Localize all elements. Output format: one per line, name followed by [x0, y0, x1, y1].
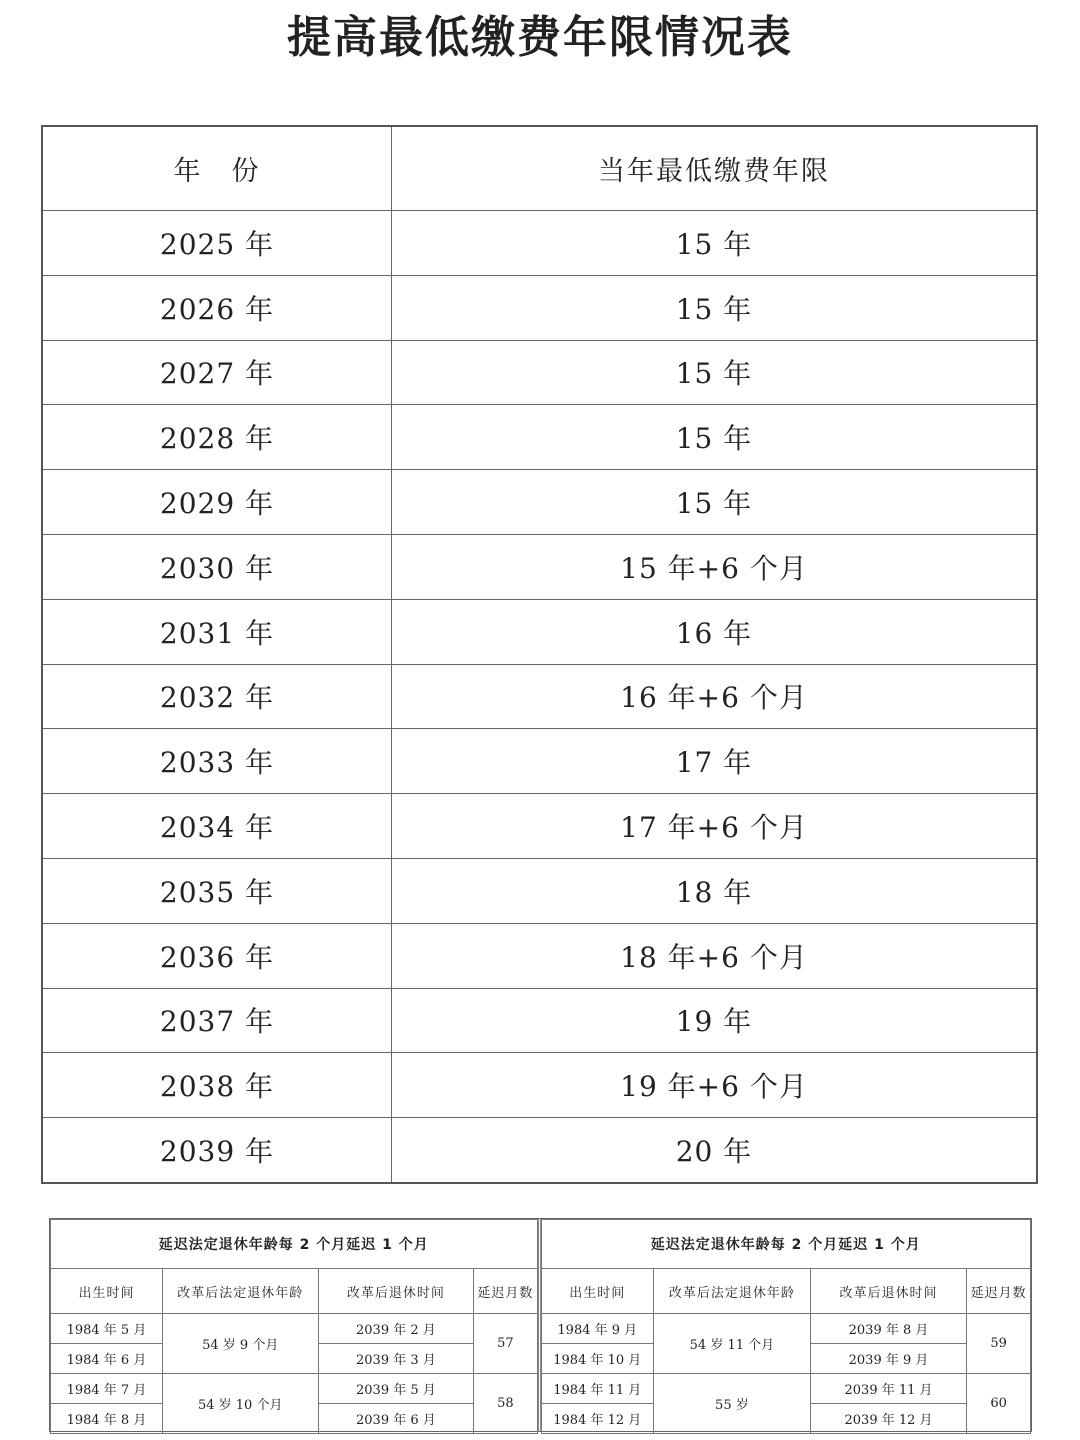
birth-time-cell: 1984 年 5 月 — [51, 1314, 163, 1344]
table-row — [42, 794, 1037, 859]
table-row — [42, 664, 1037, 729]
retire-age-cell: 54 岁 10 个月 — [162, 1374, 318, 1434]
birth-time-cell: 1984 年 9 月 — [541, 1314, 654, 1344]
birth-time-cell: 1984 年 7 月 — [51, 1374, 163, 1404]
retire-age-cell: 54 岁 9 个月 — [162, 1314, 318, 1374]
sub-table-caption: 延迟法定退休年龄每 2 个月延迟 1 个月 — [541, 1220, 1031, 1269]
min-years-cell: 16 年+6 个月 — [392, 664, 1038, 729]
header-retire-age: 改革后法定退休年龄 — [162, 1269, 318, 1314]
year-cell: 2039 年 — [42, 1118, 392, 1183]
sub-table-caption: 延迟法定退休年龄每 2 个月延迟 1 个月 — [51, 1220, 538, 1269]
header-delay-months: 延迟月数 — [474, 1269, 537, 1314]
delay-months-cell: 57 — [474, 1314, 537, 1374]
min-years-cell: 19 年 — [392, 988, 1038, 1053]
table-row — [541, 1374, 1031, 1404]
min-years-cell: 15 年 — [392, 211, 1038, 276]
min-years-cell: 19 年+6 个月 — [392, 1053, 1038, 1118]
year-cell: 2038 年 — [42, 1053, 392, 1118]
sub-table — [541, 1219, 1032, 1434]
retirement-delay-left-table — [50, 1219, 541, 1431]
year-cell: 2032 年 — [42, 664, 392, 729]
min-years-cell: 16 年 — [392, 599, 1038, 664]
table-row — [42, 729, 1037, 794]
retire-age-cell: 54 岁 11 个月 — [654, 1314, 811, 1374]
table-row — [42, 534, 1037, 599]
min-years-cell: 18 年 — [392, 858, 1038, 923]
retire-time-cell: 2039 年 5 月 — [318, 1374, 474, 1404]
table-row — [51, 1314, 538, 1344]
birth-time-cell: 1984 年 12 月 — [541, 1404, 654, 1434]
table-row — [42, 340, 1037, 405]
header-retire-time: 改革后退休时间 — [318, 1269, 474, 1314]
table-row — [42, 275, 1037, 340]
delay-months-cell: 60 — [967, 1374, 1031, 1434]
table-row — [42, 405, 1037, 470]
retire-age-cell: 55 岁 — [654, 1374, 811, 1434]
table-row — [42, 1118, 1037, 1183]
min-years-cell: 15 年 — [392, 340, 1038, 405]
table-row — [42, 988, 1037, 1053]
year-cell: 2025 年 — [42, 211, 392, 276]
min-years-cell: 15 年+6 个月 — [392, 534, 1038, 599]
header-birth-time: 出生时间 — [541, 1269, 654, 1314]
retire-time-cell: 2039 年 8 月 — [810, 1314, 967, 1344]
min-years-cell: 17 年 — [392, 729, 1038, 794]
retire-time-cell: 2039 年 11 月 — [810, 1374, 967, 1404]
year-cell: 2033 年 — [42, 729, 392, 794]
min-years-cell: 15 年 — [392, 470, 1038, 535]
retire-time-cell: 2039 年 9 月 — [810, 1344, 967, 1374]
table-row — [42, 470, 1037, 535]
year-cell: 2030 年 — [42, 534, 392, 599]
table-row — [42, 1053, 1037, 1118]
year-cell: 2034 年 — [42, 794, 392, 859]
table-row — [42, 599, 1037, 664]
delay-months-cell: 58 — [474, 1374, 537, 1434]
retire-time-cell: 2039 年 12 月 — [810, 1404, 967, 1434]
header-min-years: 当年最低缴费年限 — [392, 126, 1038, 211]
year-cell: 2027 年 — [42, 340, 392, 405]
header-retire-age: 改革后法定退休年龄 — [654, 1269, 811, 1314]
year-cell: 2029 年 — [42, 470, 392, 535]
table-header-row — [42, 126, 1037, 211]
retire-time-cell: 2039 年 3 月 — [318, 1344, 474, 1374]
table-row — [42, 858, 1037, 923]
birth-time-cell: 1984 年 10 月 — [541, 1344, 654, 1374]
min-years-cell: 15 年 — [392, 275, 1038, 340]
minimum-contribution-table — [41, 125, 1038, 1184]
sub-table — [50, 1219, 538, 1434]
retirement-delay-table — [49, 1218, 1032, 1432]
delay-months-cell: 59 — [967, 1314, 1031, 1374]
min-years-cell: 20 年 — [392, 1118, 1038, 1183]
page-title: 提高最低缴费年限情况表 — [287, 12, 793, 63]
retire-time-cell: 2039 年 6 月 — [318, 1404, 474, 1434]
year-cell: 2035 年 — [42, 858, 392, 923]
table-row — [51, 1374, 538, 1404]
header-year: 年 份 — [42, 126, 392, 211]
year-cell: 2031 年 — [42, 599, 392, 664]
table-row — [42, 211, 1037, 276]
min-years-cell: 18 年+6 个月 — [392, 923, 1038, 988]
year-cell: 2026 年 — [42, 275, 392, 340]
year-cell: 2028 年 — [42, 405, 392, 470]
min-years-cell: 15 年 — [392, 405, 1038, 470]
min-years-cell: 17 年+6 个月 — [392, 794, 1038, 859]
header-birth-time: 出生时间 — [51, 1269, 163, 1314]
year-cell: 2037 年 — [42, 988, 392, 1053]
year-cell: 2036 年 — [42, 923, 392, 988]
table-row — [541, 1314, 1031, 1344]
table-row — [42, 923, 1037, 988]
birth-time-cell: 1984 年 6 月 — [51, 1344, 163, 1374]
birth-time-cell: 1984 年 11 月 — [541, 1374, 654, 1404]
header-delay-months: 延迟月数 — [967, 1269, 1031, 1314]
header-retire-time: 改革后退休时间 — [810, 1269, 967, 1314]
birth-time-cell: 1984 年 8 月 — [51, 1404, 163, 1434]
retirement-delay-right-table — [541, 1219, 1032, 1431]
retire-time-cell: 2039 年 2 月 — [318, 1314, 474, 1344]
